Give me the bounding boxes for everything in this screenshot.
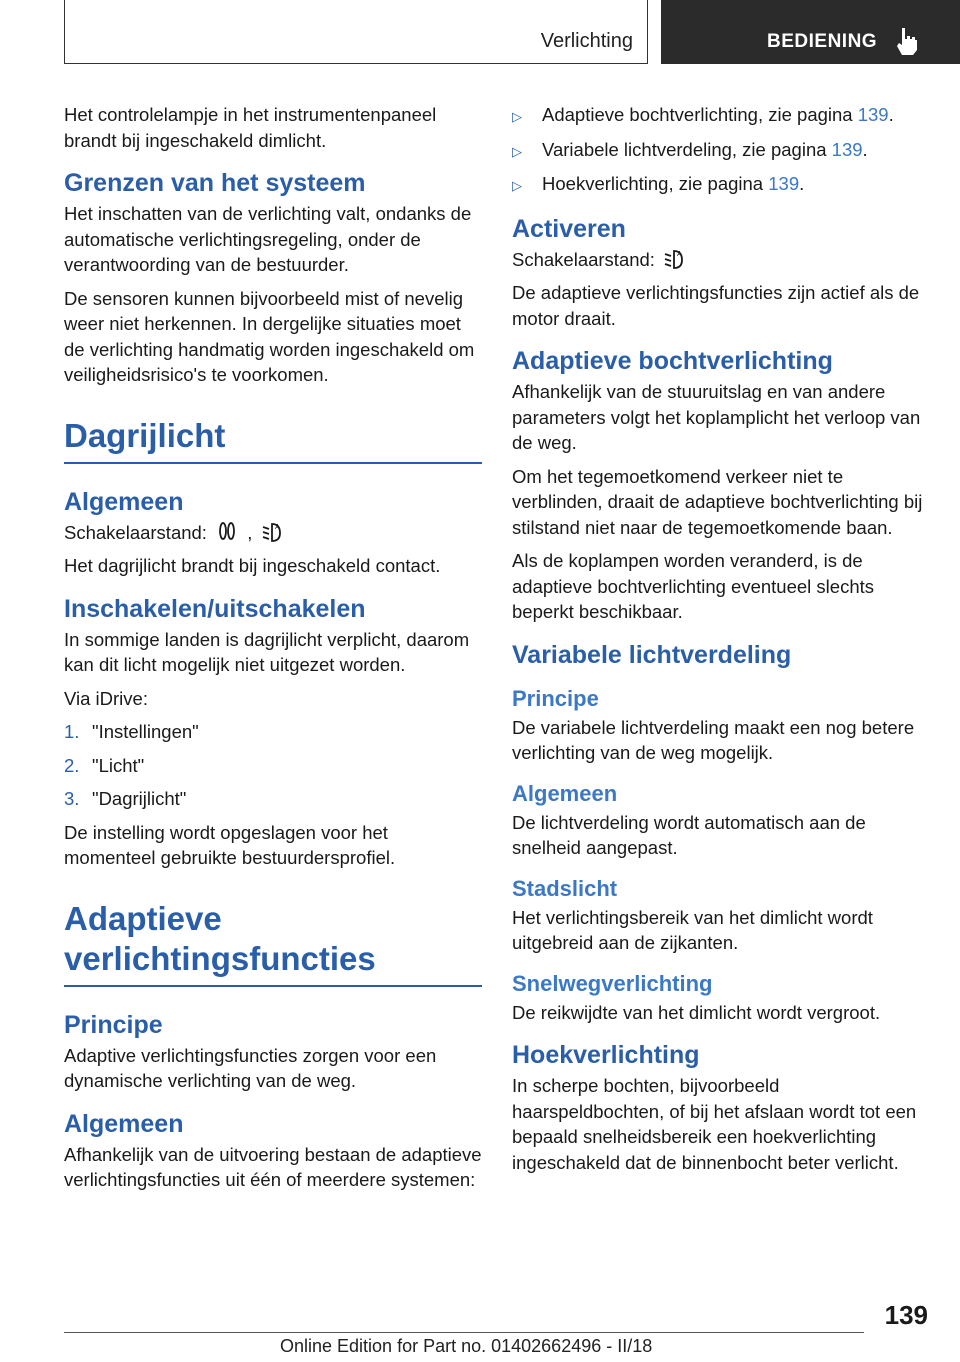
principe-paragraph: Adaptive verlichtingsfuncties zorgen voor een dynamische verlichting van de weg.: [64, 1044, 437, 1091]
hoek-paragraph: In scherpe bochten, bijvoorbeeld haarspeldbochten, of bij het afslaan wordt tot een bepaald snelheidsbereik een hoekverlichting ingeschakeld dat de binnenbocht beter verlicht.: [512, 1075, 917, 1173]
step-item: 2. "Licht": [64, 754, 145, 776]
bocht-paragraph-2: Om het tegemoetkomend verkeer niet te verblinden, draait de adaptieve bochtverlichting bij stilstand niet naar de tegemoetkomende baan.: [512, 465, 923, 538]
system-list: [512, 102, 928, 199]
schakelaar-line: [64, 520, 482, 546]
via-idrive: Via iDrive:: [64, 687, 148, 709]
header-chapter-tab: [661, 0, 960, 64]
snelweg-paragraph: De reikwijdte van het dimlicht wordt vergroot.: [512, 1001, 881, 1023]
heading-principe: Principe: [64, 1010, 163, 1039]
heading-activeren: Activeren: [512, 214, 626, 243]
inschakelen-paragraph: In sommige landen is dagrijlicht verplicht, daarom kan dit licht mogelijk niet uitgezet worden.: [64, 628, 470, 675]
page-link[interactable]: 139: [857, 104, 889, 125]
heading-algemeen-2: Algemeen: [64, 1109, 184, 1138]
heading-principe-right: Principe: [512, 685, 599, 711]
heading-variabele: Variabele lichtverdeling: [512, 640, 792, 669]
heading-stadslicht: Stadslicht: [512, 875, 618, 901]
instelling-paragraph: De instelling wordt opgeslagen voor het momenteel gebruikte bestuurdersprofiel.: [64, 821, 396, 868]
idrive-steps: [64, 719, 482, 812]
heading-inschakelen: Inschakelen/uitschakelen: [64, 594, 366, 623]
intro-paragraph: Het controlelampje in het instrumentenpaneel brandt bij ingeschakeld dimlicht.: [64, 104, 437, 151]
header-section-tab: [64, 0, 648, 64]
dipped-light-icon: [262, 520, 284, 542]
heading-hoekverlichting: Hoekverlichting: [512, 1041, 700, 1069]
principe-right-paragraph: De variabele lichtverdeling maakt een nog betere verlichting van de weg mogelijk.: [512, 716, 915, 763]
triangle-bullet-icon: ▷: [512, 143, 522, 159]
footer-divider: [64, 1332, 864, 1333]
page-number: 139: [884, 1300, 928, 1330]
stadslicht-paragraph: Het verlichtingsbereik van het dimlicht wordt uitgebreid aan de zijkanten.: [512, 906, 873, 953]
svg-text:A: A: [274, 522, 280, 531]
heading-snelweg: Snelwegverlichting: [512, 970, 713, 996]
algemeen-2-paragraph: Afhankelijk van de uitvoering bestaan de adaptieve verlichtingsfuncties uit één of meerdere systemen:: [64, 1143, 482, 1190]
right-column: [512, 102, 928, 1183]
page-link[interactable]: 139: [831, 138, 863, 160]
bocht-paragraph-1: Afhankelijk van de stuuruitslag en van andere parameters volgt het koplamplicht het verloop van de weg.: [512, 381, 921, 453]
algemeen-right-paragraph: De lichtverdeling wordt automatisch aan de snelheid aangepast.: [512, 811, 866, 858]
grenzen-paragraph-2: De sensoren kunnen bijvoorbeeld mist of nevelig weer niet herkennen. In dergelijke situaties moet de verlichting handmatig worden ingeschakeld om veiligheidsrisico's te voorkomen.: [64, 287, 475, 385]
left-column: [64, 102, 482, 1201]
schakelaar-separator: ,: [247, 521, 253, 543]
header-section-label: Verlichting: [540, 30, 633, 52]
heading-grenzen: Grenzen van het systeem: [64, 169, 366, 197]
activeren-schakelaar-line: Schakelaarstand: A: [512, 247, 928, 273]
activeren-paragraph: De adaptieve verlichtingsfuncties zijn actief als de motor draait.: [512, 282, 920, 329]
schakelaar-label: Schakelaarstand:: [64, 521, 207, 543]
footer-edition: Online Edition for Part no. 01402662496 - II/18: [280, 1336, 653, 1356]
list-item: ▷ Variabele lichtverdeling, zie pagina 139.: [512, 137, 928, 165]
auto-light-icon: [664, 247, 686, 269]
page-link[interactable]: 139: [768, 173, 800, 194]
algemeen-paragraph: Het dagrijlicht brandt bij ingeschakeld contact.: [64, 555, 441, 576]
grenzen-paragraph-1: Het inschatten van de verlichting valt, ondanks de automatische verlichtingsregeling, onder de verantwoording van de bestuurder.: [64, 203, 472, 275]
position-light-icon: [216, 520, 238, 542]
hand-pointer-icon: [893, 26, 921, 56]
list-item: ▷ Adaptieve bochtverlichting, zie pagina 139.: [512, 102, 928, 130]
svg-text:A: A: [677, 249, 682, 258]
heading-algemeen-right: Algemeen: [512, 780, 618, 806]
bocht-paragraph-3: Als de koplampen worden veranderd, is de adaptieve bochtverlichting eventueel slechts beperkt beschikbaar.: [512, 550, 875, 622]
heading-adaptieve: Adaptieve verlichtingsfuncties: [64, 899, 482, 987]
heading-algemeen: Algemeen: [64, 487, 184, 516]
header-chapter-label: BEDIENING: [767, 31, 878, 52]
list-item: ▷ Hoekverlichting, zie pagina 139.: [512, 171, 928, 199]
heading-bochtverlichting: Adaptieve bochtverlichting: [512, 347, 833, 375]
triangle-bullet-icon: ▷: [512, 109, 522, 124]
triangle-bullet-icon: ▷: [512, 178, 522, 193]
step-item: 3. "Dagrijlicht": [64, 788, 187, 809]
step-item: 1. "Instellingen": [64, 721, 199, 742]
heading-dagrijlicht: Dagrijlicht: [64, 416, 482, 464]
